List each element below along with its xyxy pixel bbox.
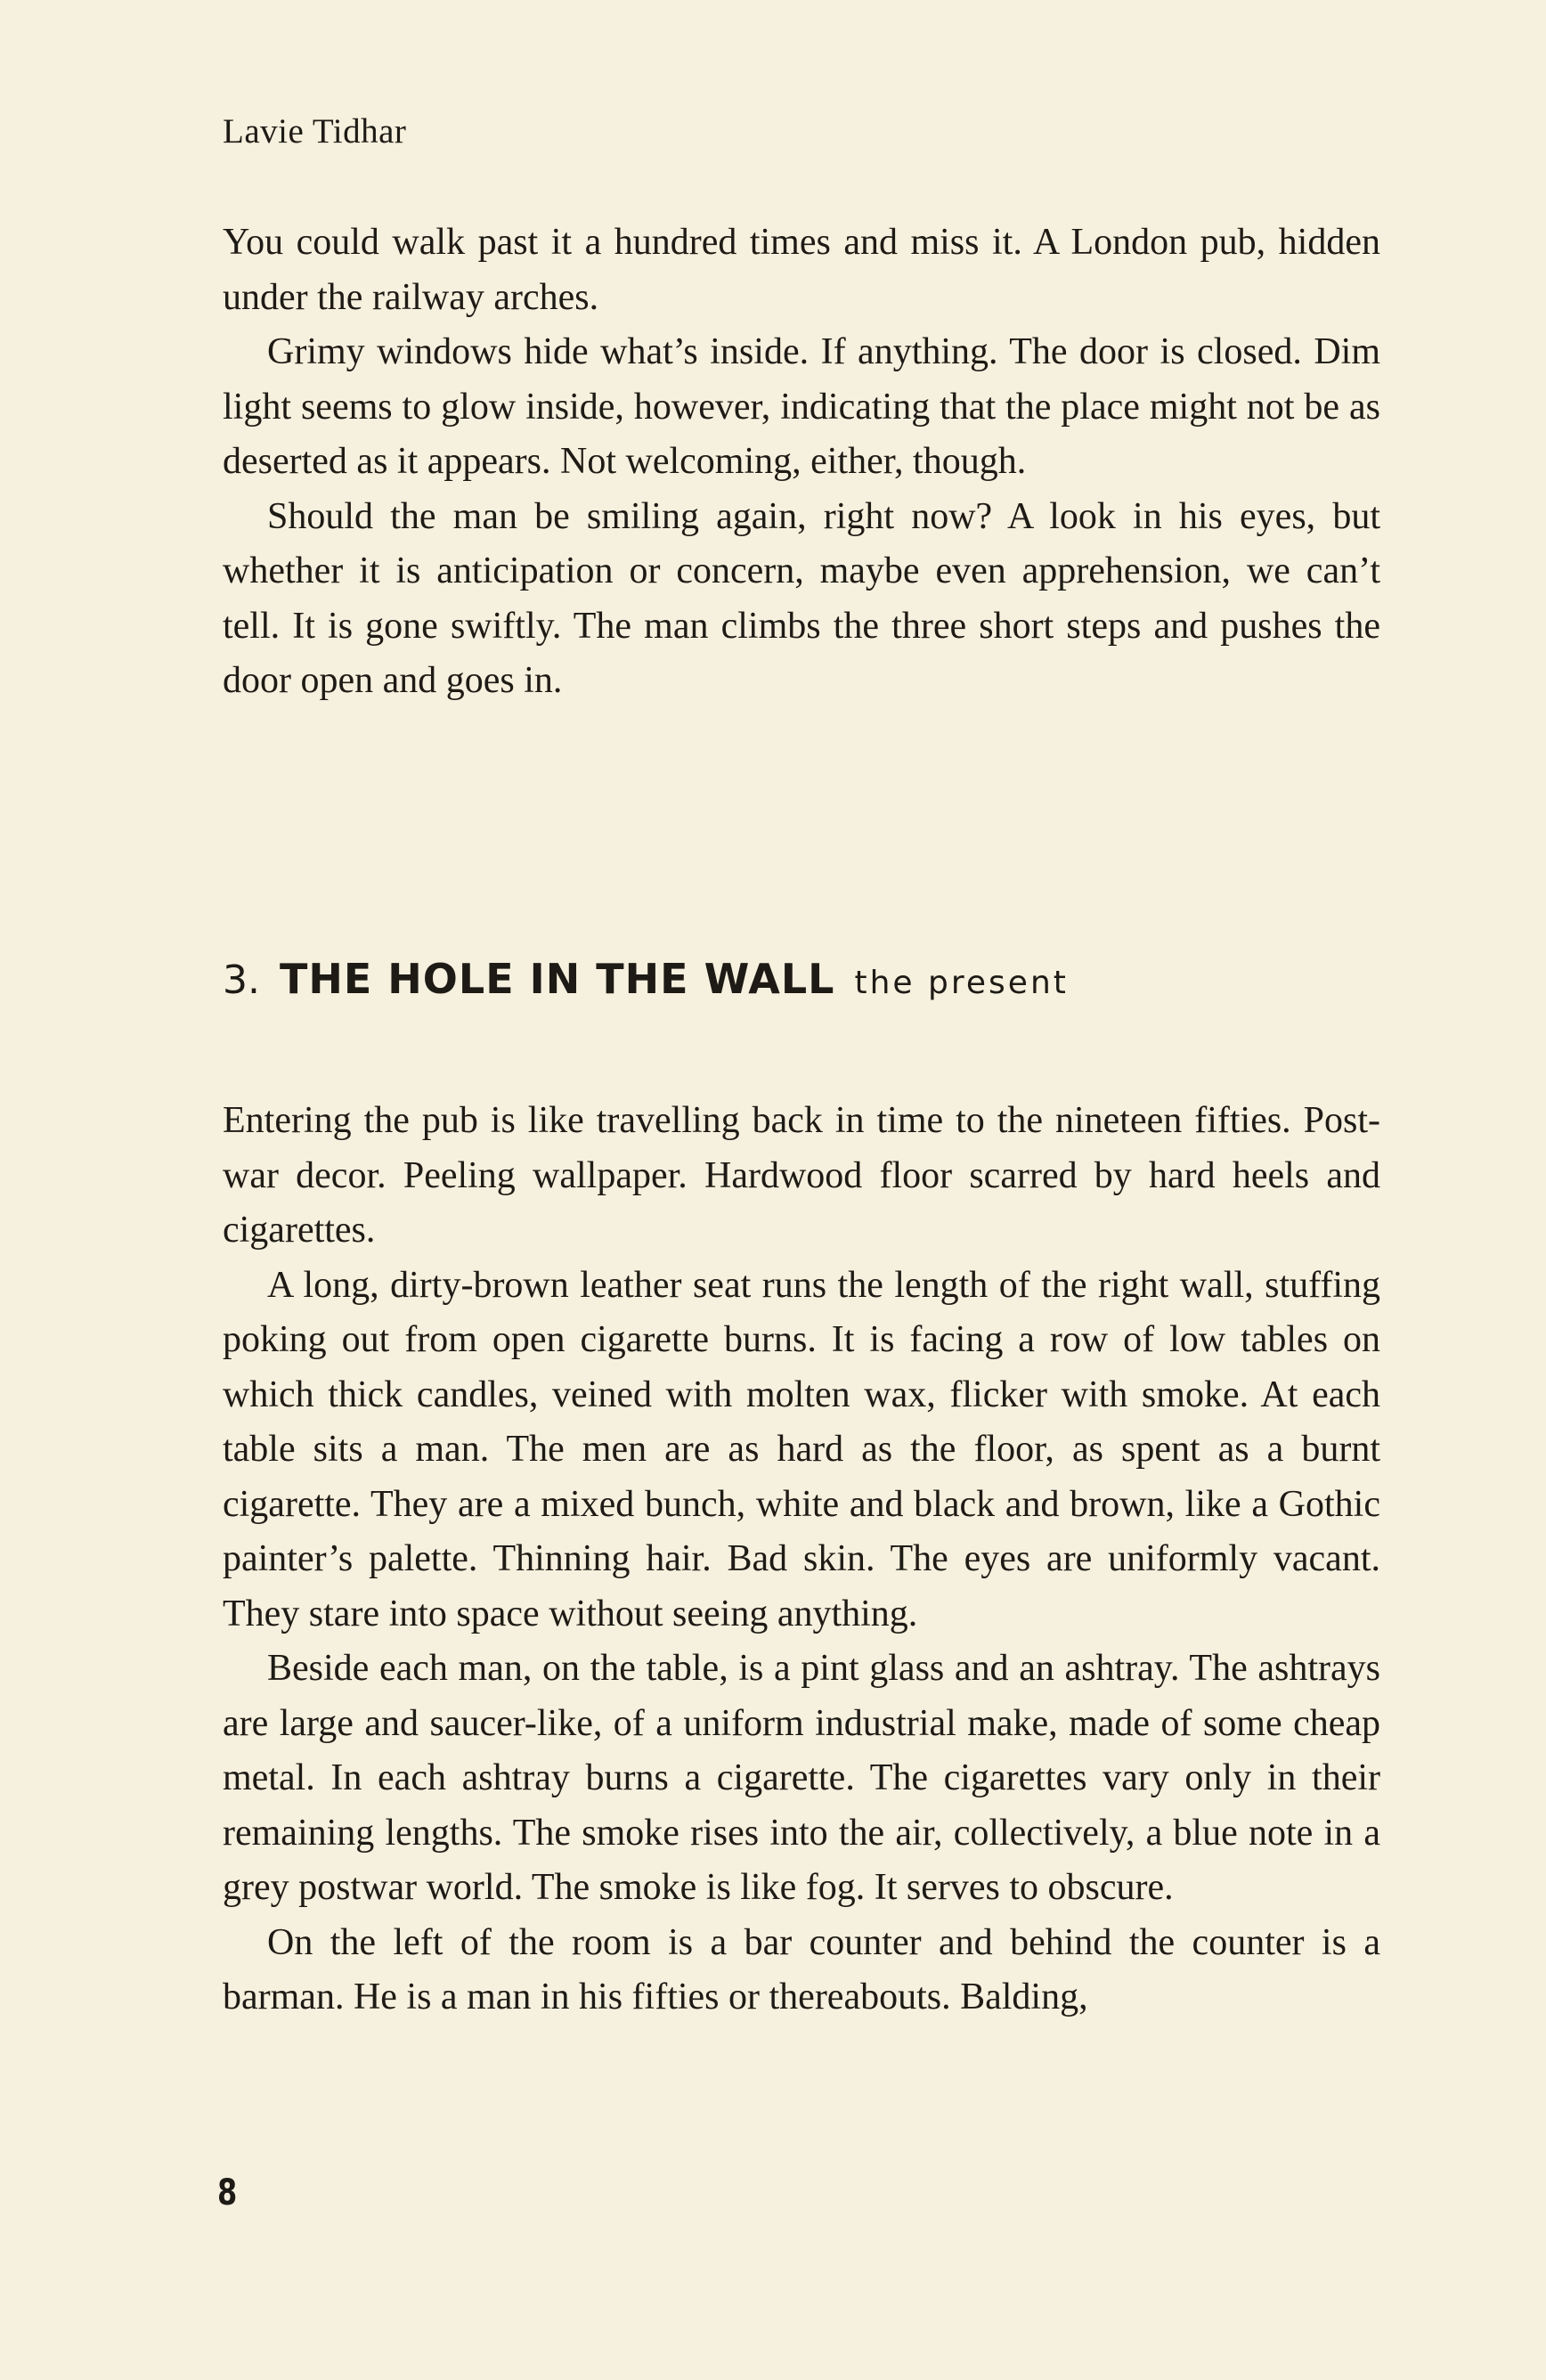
paragraph: Beside each man, on the table, is a pint glass and an ashtray. The ashtrays are large and saucer-like, of a uniform industrial make, made of some cheap metal. In each ashtray burns a cigarette. The cigarettes vary only in their remaining lengths. The smoke rises into the air, collectively, a blue note in a grey postwar world. The smoke is like fog. It serves to obscure. <box>223 1648 1380 1908</box>
page-number: 8 <box>217 2172 238 2213</box>
running-head-author: Lavie Tidhar <box>223 112 407 151</box>
paragraph: A long, dirty-brown leather seat runs the length of the right wall, stuffing poking out from open cigarette burns. It is facing a row of low tables on which thick candles, veined with molten wax, flicker with smoke. At each table sits a man. The men are as hard as the floor, as spent as a burnt cigarette. They are a mixed bunch, white and black and brown, like a Gothic painter’s palette. Thinning hair. Bad skin. The eyes are uniformly vacant. They stare into space without seeing anything. <box>223 1264 1380 1634</box>
chapter-subtitle: the present <box>854 965 1069 1001</box>
paragraph: Grimy windows hide what’s inside. If anything. The door is closed. Dim light seems to glow inside, however, indicating that the place might not be as deserted as it appears. Not welcoming, either, though. <box>223 331 1380 482</box>
chapter-number: 3. <box>223 958 260 1003</box>
text-block-chapter <box>223 1094 1380 2025</box>
paragraph: You could walk past it a hundred times and miss it. A London pub, hidden under the railway arches. <box>223 222 1380 318</box>
paragraph: Should the man be smiling again, right now? A look in his eyes, but whether it is anticipation or concern, maybe even apprehension, we can’t tell. It is gone swiftly. The man climbs the three short steps and pushes the door open and goes in. <box>223 495 1380 701</box>
paragraph: On the left of the room is a bar counter and behind the counter is a barman. He is a man in his fifties or thereabouts. Balding, <box>223 1921 1380 2017</box>
text-block-opening <box>223 216 1380 709</box>
paragraph: Entering the pub is like travelling back in time to the nineteen fifties. Post-war decor. Peeling wallpaper. Hardwood floor scarred by hard heels and cigarettes. <box>223 1100 1380 1251</box>
chapter-heading <box>223 955 1069 1003</box>
chapter-title: THE HOLE IN THE WALL <box>279 955 835 1003</box>
